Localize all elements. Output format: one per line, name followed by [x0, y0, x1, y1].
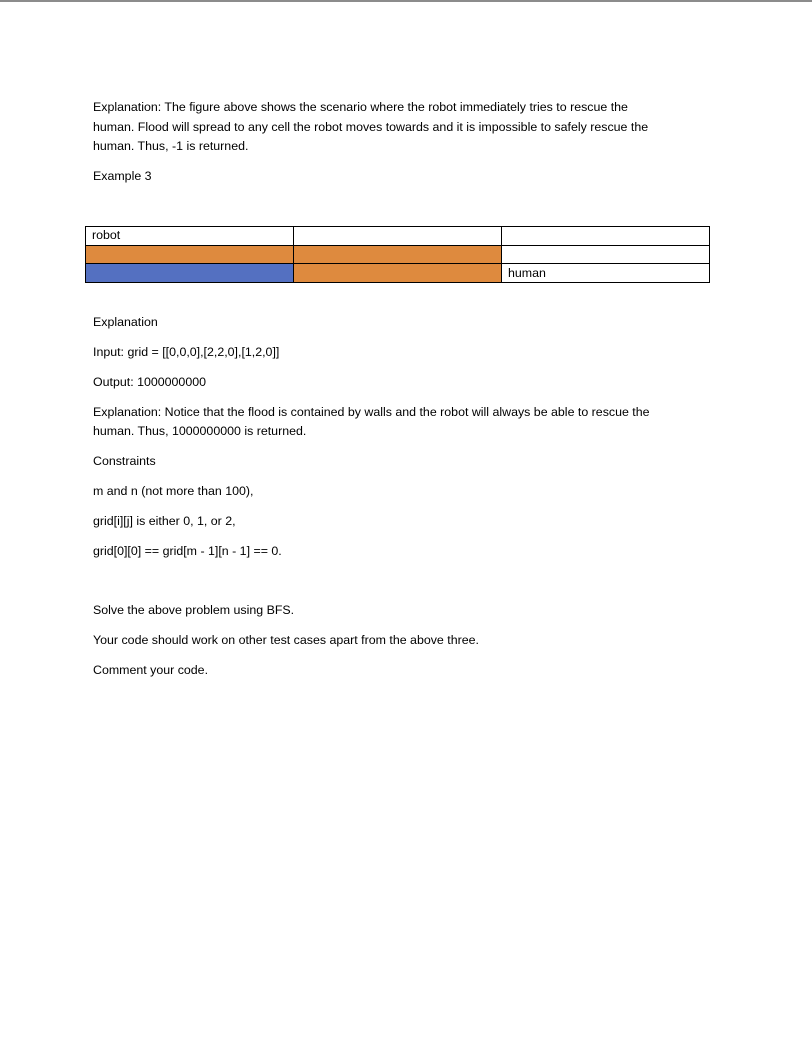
explanation-line-2: human. Flood will spread to any cell the robot moves towards and it is impossible to safely rescue the	[93, 120, 649, 134]
grid-cell	[502, 227, 710, 246]
grid-row	[86, 245, 710, 264]
explanation-line-1: Explanation: The figure above shows the scenario where the robot immediately tries to rescue the	[93, 100, 628, 114]
explanation-2-line-2: human. Thus, 1000000000 is returned.	[93, 424, 307, 438]
grid-cell	[86, 245, 294, 264]
task-line-3: Comment your code.	[93, 663, 209, 677]
explanation-heading: Explanation	[93, 315, 158, 329]
example-3-heading: Example 3	[93, 169, 152, 183]
grid-cell	[294, 264, 502, 283]
grid-cell: human	[502, 264, 710, 283]
input-line: Input: grid = [[0,0,0],[2,2,0],[1,2,0]]	[93, 345, 280, 359]
explanation-line-3: human. Thus, -1 is returned.	[93, 139, 249, 153]
grid-row	[86, 227, 710, 246]
page-top-border	[0, 0, 812, 2]
grid-cell	[502, 245, 710, 264]
constraint-1: m and n (not more than 100),	[93, 484, 254, 498]
task-line-2: Your code should work on other test cases apart from the above three.	[93, 633, 479, 647]
task-line-1: Solve the above problem using BFS.	[93, 603, 295, 617]
grid-row	[86, 264, 710, 283]
grid-cell	[294, 227, 502, 246]
constraint-2: grid[i][j] is either 0, 1, or 2,	[93, 514, 236, 528]
output-line: Output: 1000000000	[93, 375, 206, 389]
grid-cell: robot	[86, 227, 294, 246]
grid-cell	[86, 264, 294, 283]
grid-cell	[294, 245, 502, 264]
constraints-heading: Constraints	[93, 454, 156, 468]
example-grid-table	[85, 226, 710, 283]
constraint-3: grid[0][0] == grid[m - 1][n - 1] == 0.	[93, 544, 282, 558]
explanation-2-line-1: Explanation: Notice that the flood is contained by walls and the robot will always be able to rescue the	[93, 405, 650, 419]
